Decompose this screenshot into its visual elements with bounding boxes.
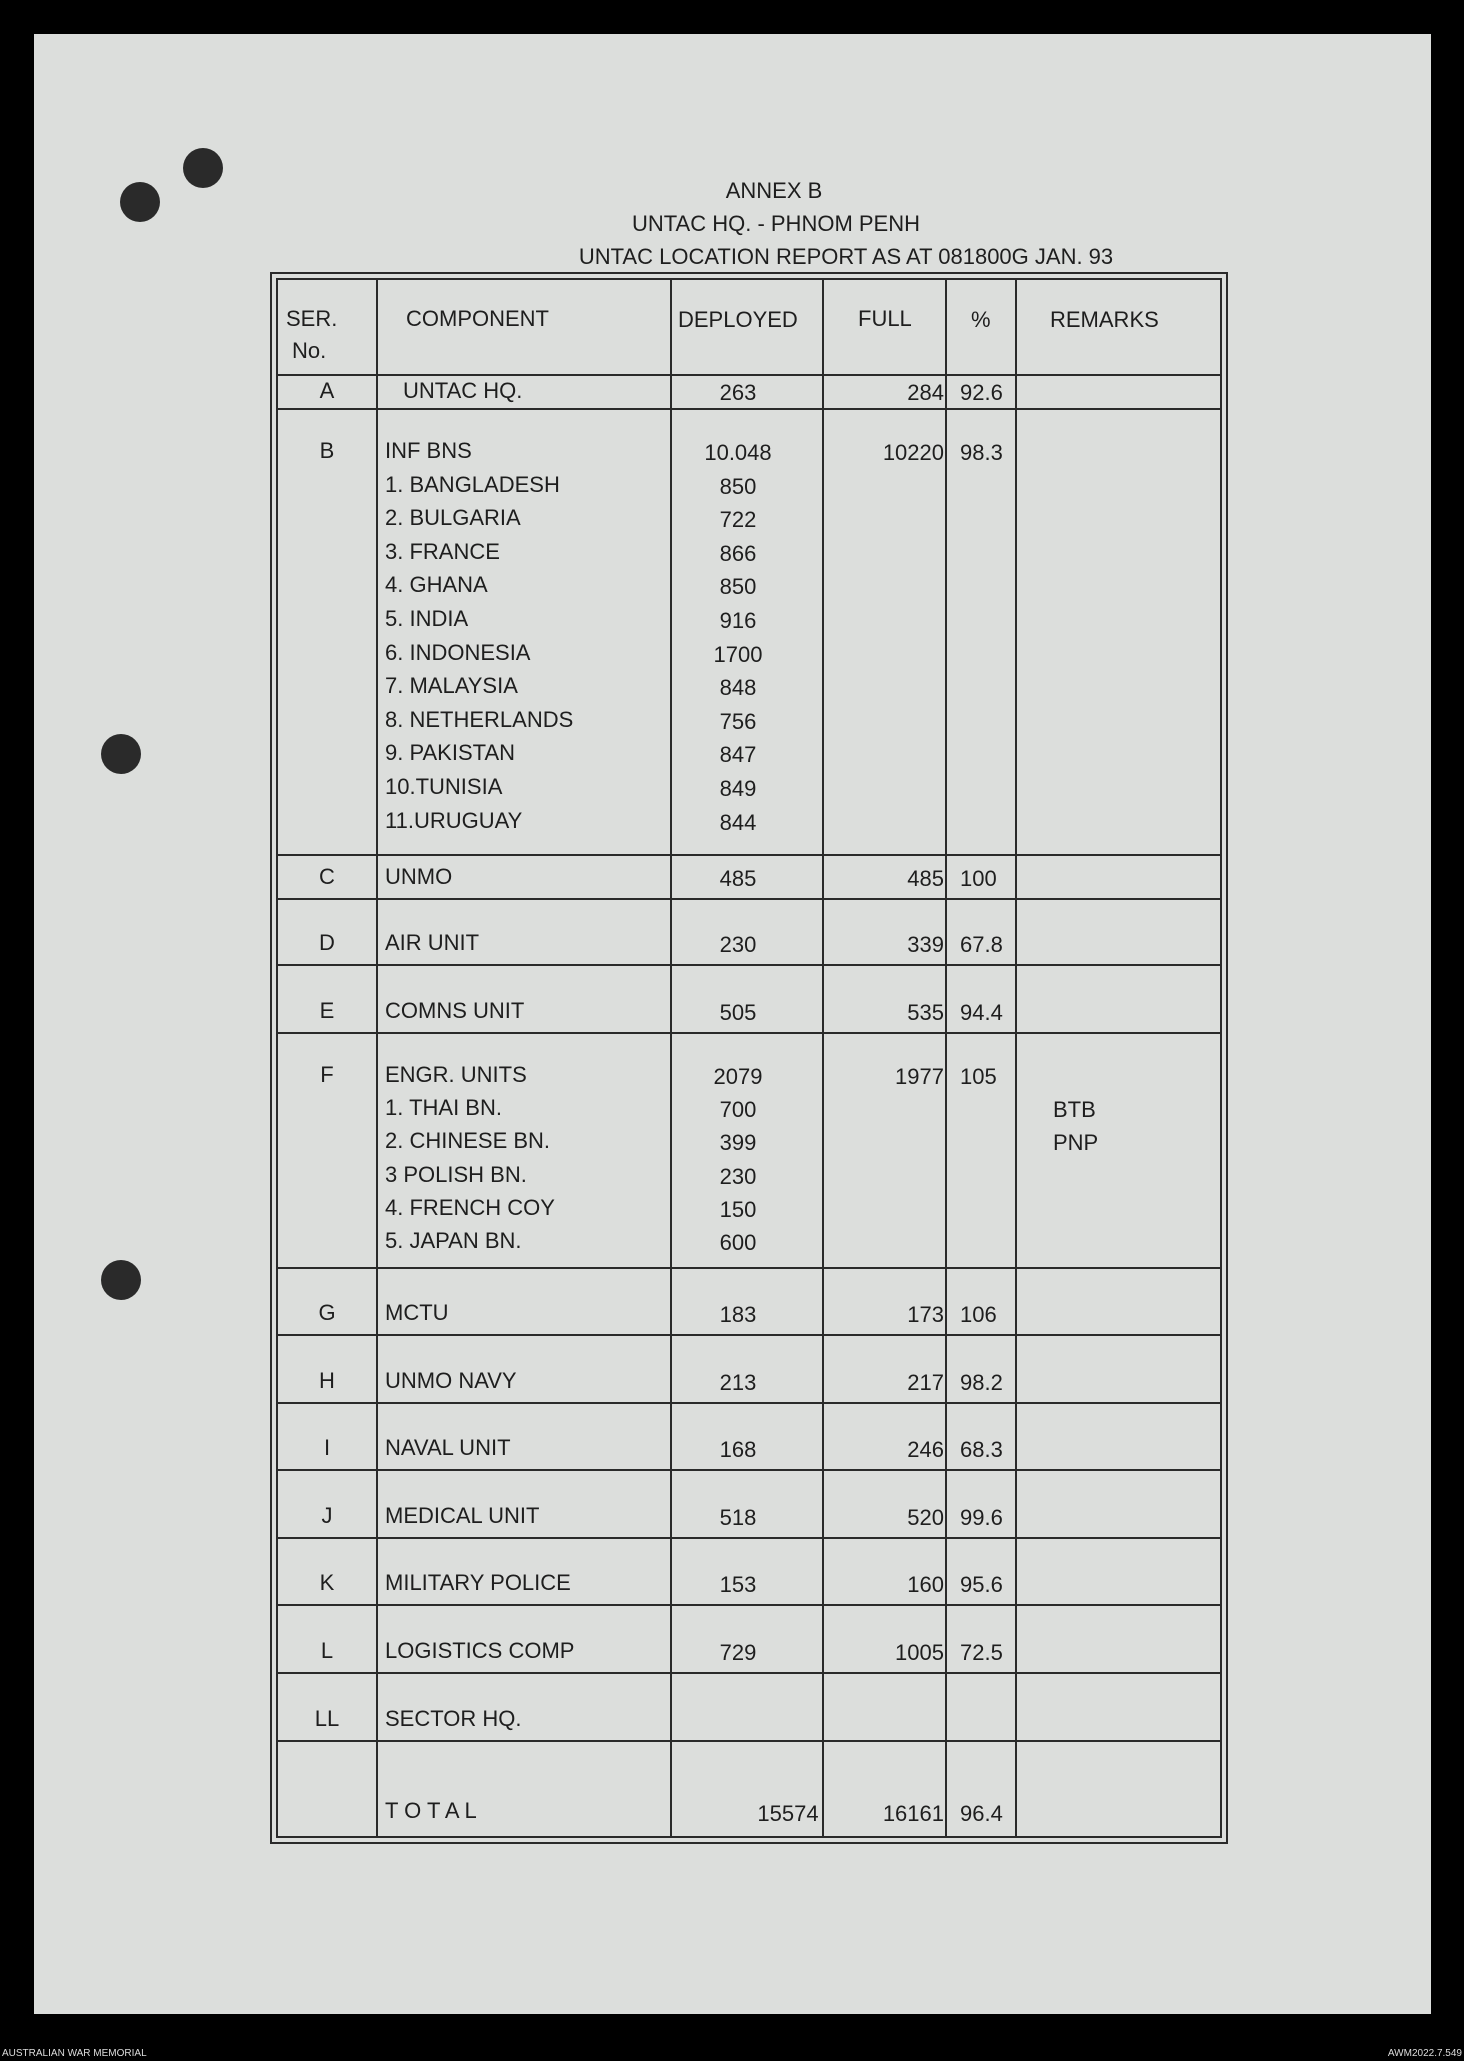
row-component: UNMO xyxy=(385,864,453,889)
row-divider xyxy=(278,854,1220,856)
sub-component: 4. FRENCH COY xyxy=(385,1194,555,1220)
row-deployed: 518 xyxy=(719,1505,757,1530)
column-divider xyxy=(822,280,824,1836)
sub-deployed: 399 xyxy=(719,1130,757,1156)
punch-hole xyxy=(101,734,141,774)
sub-deployed: 848 xyxy=(719,675,757,701)
hq-title: UNTAC HQ. - PHNOM PENH xyxy=(631,211,921,236)
row-divider xyxy=(278,898,1220,900)
row-percent: 100 xyxy=(960,866,997,891)
sub-deployed: 230 xyxy=(719,1163,757,1189)
row-deployed: 485 xyxy=(719,866,757,891)
sub-component: 3 POLISH BN. xyxy=(385,1161,527,1187)
row-deployed: 2079 xyxy=(713,1064,763,1089)
row-percent: 68.3 xyxy=(960,1437,1003,1462)
sub-component: 10.TUNISIA xyxy=(385,774,503,799)
header-component: COMPONENT xyxy=(406,306,549,331)
sub-deployed: 866 xyxy=(719,540,757,566)
total-label: T O T A L xyxy=(385,1798,477,1823)
row-full: 1977 xyxy=(895,1064,944,1089)
header-deployed: DEPLOYED xyxy=(678,307,798,332)
sub-component: 7. MALAYSIA xyxy=(385,673,518,699)
sub-deployed: 150 xyxy=(719,1196,757,1222)
sub-component: 2. CHINESE BN. xyxy=(385,1128,551,1154)
sub-deployed: 850 xyxy=(719,574,757,600)
row-divider xyxy=(278,1402,1220,1404)
sub-remarks: PNP xyxy=(1053,1130,1099,1156)
sub-deployed: 756 xyxy=(719,708,757,734)
row-deployed: 153 xyxy=(719,1572,757,1597)
row-component: SECTOR HQ. xyxy=(385,1706,522,1731)
sub-component: 11.URUGUAY xyxy=(385,807,523,833)
row-component: ENGR. UNITS xyxy=(385,1062,527,1087)
sub-component: 2. BULGARIA xyxy=(385,505,521,531)
header-ser: SER. xyxy=(286,306,338,331)
sub-deployed: 1700 xyxy=(713,641,763,667)
row-ser: B xyxy=(319,438,335,463)
row-component: MILITARY POLICE xyxy=(385,1570,571,1595)
row-full: 173 xyxy=(907,1302,944,1327)
sub-component: 9. PAKISTAN xyxy=(385,740,516,766)
total-full: 16161 xyxy=(882,1801,944,1826)
annex-title: ANNEX B xyxy=(725,178,823,203)
row-component: AIR UNIT xyxy=(385,930,480,955)
row-ser: D xyxy=(319,930,335,955)
sub-deployed: 849 xyxy=(719,776,757,801)
header-remarks: REMARKS xyxy=(1050,307,1159,332)
row-full: 339 xyxy=(907,932,944,957)
row-percent: 67.8 xyxy=(960,932,1003,957)
row-deployed: 230 xyxy=(719,932,757,957)
row-full: 217 xyxy=(907,1370,944,1395)
row-percent: 98.3 xyxy=(960,440,1003,465)
row-ser: E xyxy=(319,998,335,1023)
row-full: 535 xyxy=(907,1000,944,1025)
row-component: UNTAC HQ. xyxy=(403,378,523,403)
row-divider xyxy=(278,964,1220,966)
sub-component: 8. NETHERLANDS xyxy=(385,706,574,732)
row-percent: 106 xyxy=(960,1302,997,1327)
row-component: NAVAL UNIT xyxy=(385,1435,511,1460)
sub-component: 4. GHANA xyxy=(385,572,488,598)
sub-component: 1. THAI BN. xyxy=(385,1095,502,1121)
row-divider xyxy=(278,1469,1220,1471)
row-ser: I xyxy=(323,1435,331,1460)
sub-deployed: 722 xyxy=(719,507,757,533)
footer-reference: AWM2022.7.549 xyxy=(1387,2048,1462,2059)
row-ser: LL xyxy=(314,1706,340,1731)
row-ser: H xyxy=(319,1368,335,1393)
sub-deployed: 844 xyxy=(719,809,757,835)
row-percent: 94.4 xyxy=(960,1000,1003,1025)
location-report-table xyxy=(276,278,1222,1838)
row-component: COMNS UNIT xyxy=(385,998,525,1023)
row-percent: 98.2 xyxy=(960,1370,1003,1395)
row-ser: C xyxy=(319,864,335,889)
header-full: FULL xyxy=(858,306,912,331)
column-divider xyxy=(1015,280,1017,1836)
total-deployed: 15574 xyxy=(757,1801,819,1826)
total-percent: 96.4 xyxy=(960,1801,1003,1826)
row-percent: 72.5 xyxy=(960,1640,1003,1665)
row-full: 284 xyxy=(907,380,944,405)
header-ser-no: No. xyxy=(292,338,327,363)
row-ser: F xyxy=(320,1062,334,1087)
row-component: UNMO NAVY xyxy=(385,1368,517,1393)
footer-institution: AUSTRALIAN WAR MEMORIAL xyxy=(2,2048,147,2059)
sub-component: 3. FRANCE xyxy=(385,538,500,564)
row-divider xyxy=(278,1604,1220,1606)
sub-component: 5. JAPAN BN. xyxy=(385,1228,522,1253)
row-deployed: 183 xyxy=(719,1302,757,1327)
sub-remarks: BTB xyxy=(1053,1097,1096,1123)
sub-deployed: 600 xyxy=(719,1230,757,1255)
row-divider xyxy=(278,1537,1220,1539)
row-ser: G xyxy=(318,1300,336,1325)
row-percent: 95.6 xyxy=(960,1572,1003,1597)
sub-component: 1. BANGLADESH xyxy=(385,471,560,497)
row-divider xyxy=(278,1267,1220,1269)
row-full: 246 xyxy=(907,1437,944,1462)
row-component: MEDICAL UNIT xyxy=(385,1503,540,1528)
row-deployed: 263 xyxy=(719,380,757,405)
row-ser: L xyxy=(320,1638,334,1663)
row-full: 160 xyxy=(907,1572,944,1597)
row-divider xyxy=(278,408,1220,410)
row-component: LOGISTICS COMP xyxy=(385,1638,575,1663)
row-divider xyxy=(278,1334,1220,1336)
row-deployed: 10.048 xyxy=(704,440,772,465)
sub-deployed: 916 xyxy=(719,608,757,633)
row-deployed: 505 xyxy=(719,1000,757,1025)
row-full: 10220 xyxy=(882,440,944,465)
row-component: INF BNS xyxy=(385,438,472,463)
row-percent: 99.6 xyxy=(960,1505,1003,1530)
sub-deployed: 847 xyxy=(719,742,757,768)
row-full: 1005 xyxy=(895,1640,944,1665)
column-divider xyxy=(376,280,378,1836)
row-full: 485 xyxy=(907,866,944,891)
sub-component: 6. INDONESIA xyxy=(385,639,531,665)
row-deployed: 168 xyxy=(719,1437,757,1462)
column-divider xyxy=(945,280,947,1836)
row-divider xyxy=(278,1672,1220,1674)
sub-component: 5. INDIA xyxy=(385,606,469,631)
row-ser: J xyxy=(321,1503,333,1528)
row-divider xyxy=(278,1740,1220,1742)
report-title: UNTAC LOCATION REPORT AS AT 081800G JAN. 93 xyxy=(578,244,1114,269)
sub-deployed: 700 xyxy=(719,1097,757,1123)
punch-hole xyxy=(101,1260,141,1300)
sub-deployed: 850 xyxy=(719,473,757,499)
row-component: MCTU xyxy=(385,1300,449,1325)
row-deployed: 729 xyxy=(719,1640,757,1665)
row-ser: A xyxy=(319,378,335,403)
row-divider xyxy=(278,1032,1220,1034)
row-deployed: 213 xyxy=(719,1370,757,1395)
row-divider xyxy=(278,374,1220,376)
header-percent: % xyxy=(971,307,991,332)
row-ser: K xyxy=(319,1570,335,1595)
row-percent: 92.6 xyxy=(960,380,1003,405)
row-percent: 105 xyxy=(960,1064,997,1089)
row-full: 520 xyxy=(907,1505,944,1530)
